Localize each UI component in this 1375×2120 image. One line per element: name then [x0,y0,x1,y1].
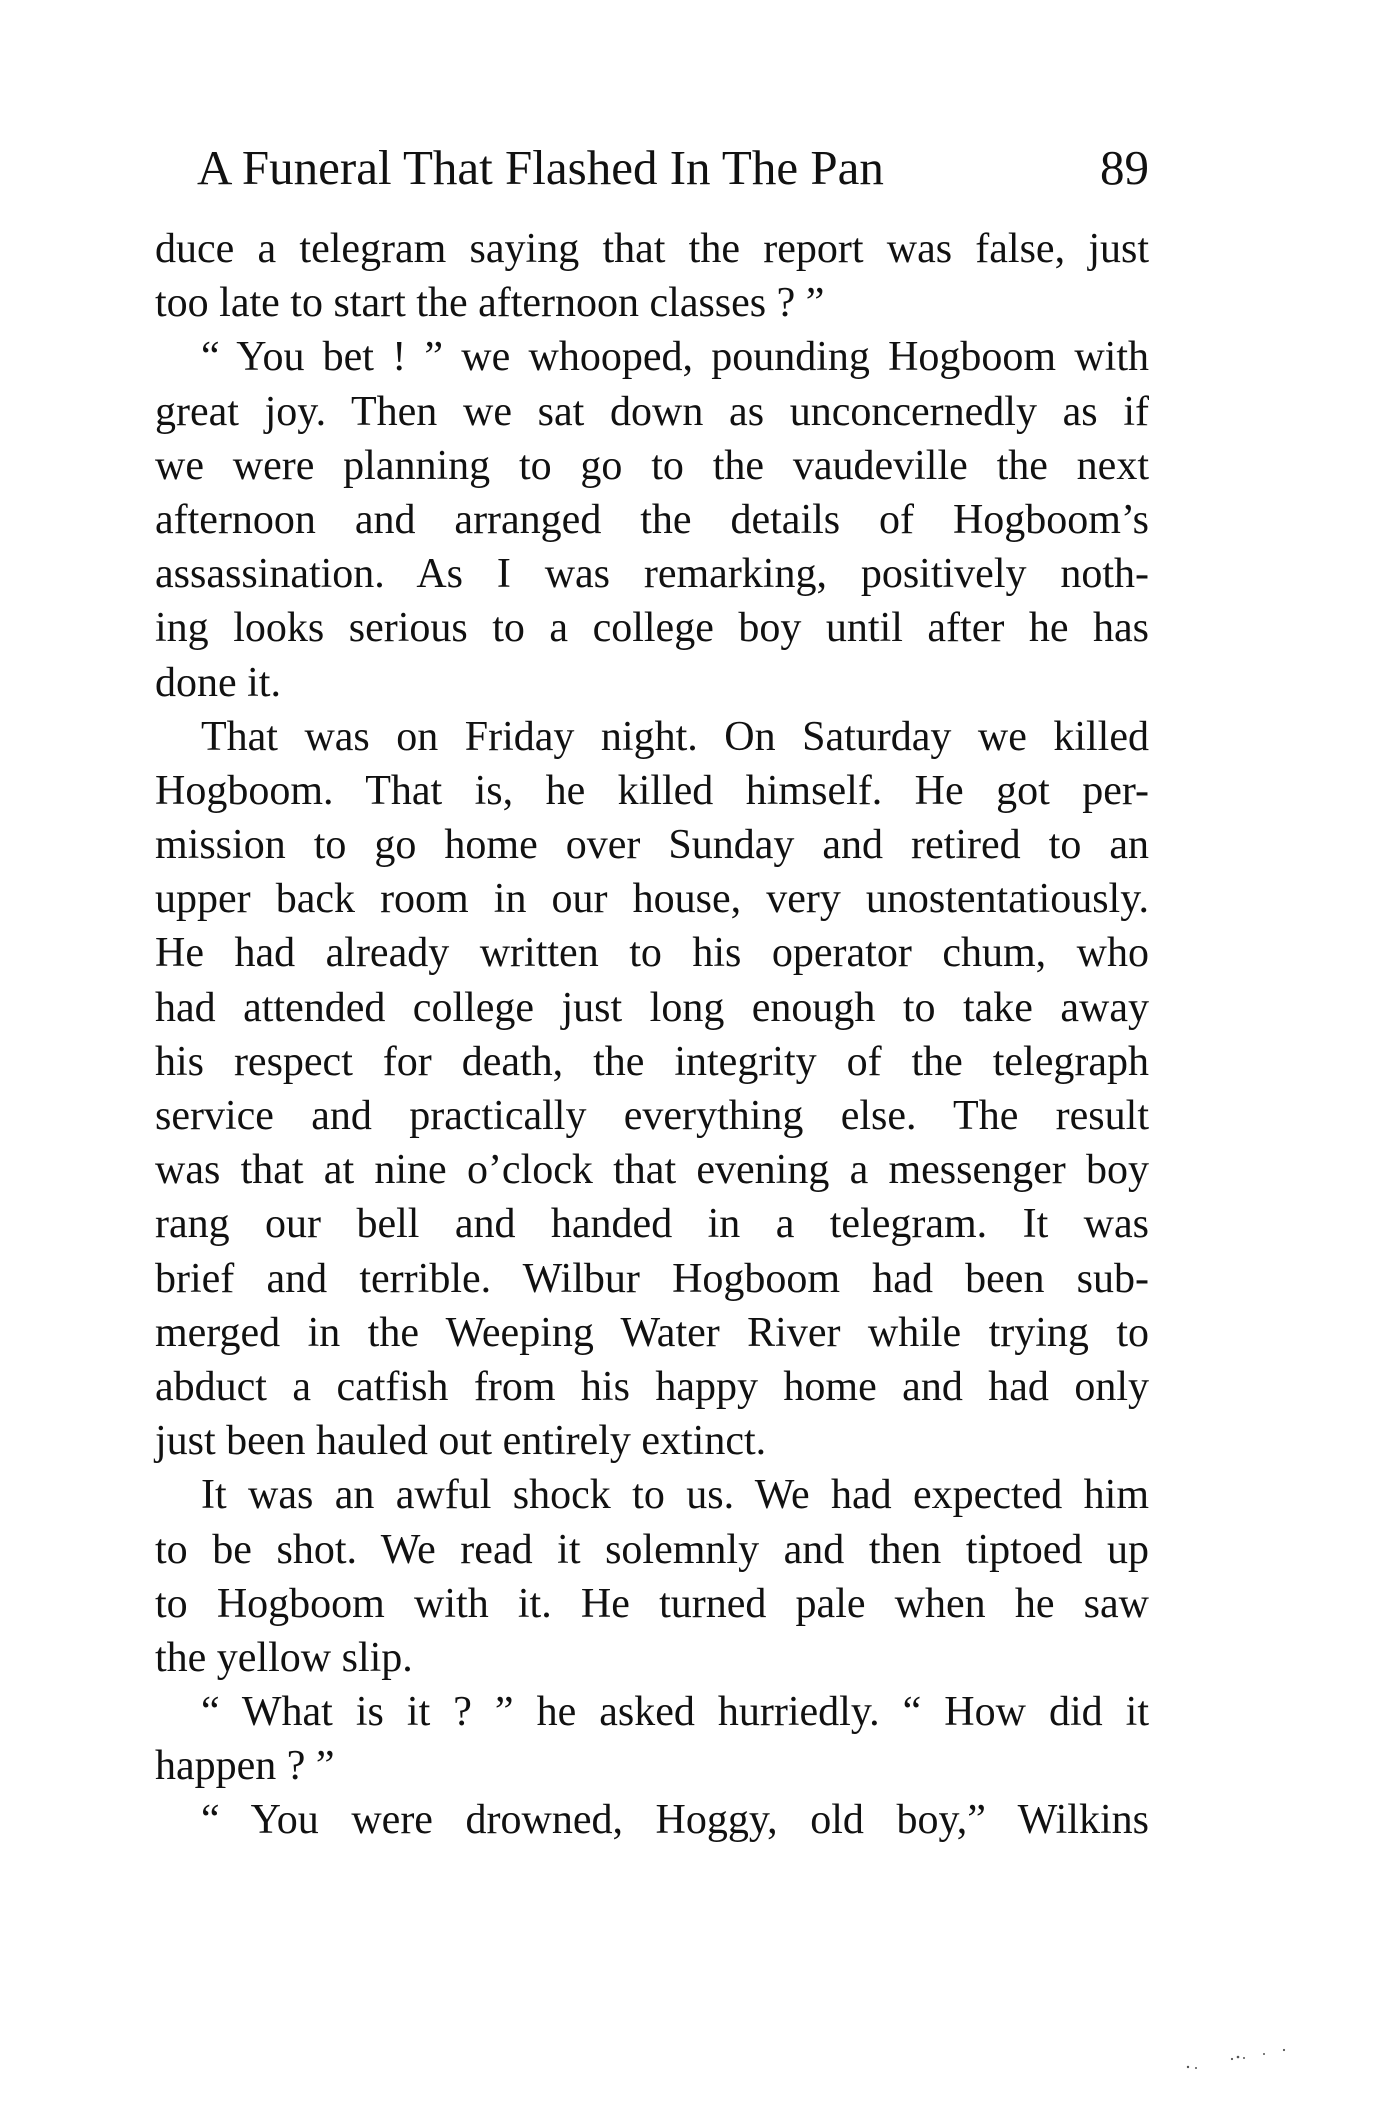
text-line: mission to go home over Sunday and retired to an [155,822,1149,869]
text-line: done it. [155,659,281,706]
text-line: great joy. Then we sat down as unconcernedly as if [155,388,1149,435]
paper-specks [1180,2045,1300,2075]
text-line: “ What is it ? ” he asked hurriedly. “ How did it [201,1689,1149,1736]
text-line: we were planning to go to the vaudeville the next [155,442,1149,489]
text-line: brief and terrible. Wilbur Hogboom had been sub- [155,1255,1149,1302]
text-line: too late to start the afternoon classes ? ” [155,280,825,327]
text-line: just been hauled out entirely extinct. [155,1418,767,1465]
body-text [155,222,1149,1848]
text-line: He had already written to his operator chum, who [155,930,1149,977]
text-line: had attended college just long enough to take away [155,984,1149,1031]
text-line: happen ? ” [155,1743,335,1790]
text-line: service and practically everything else. The result [155,1093,1149,1139]
text-line: abduct a catfish from his happy home and had only [155,1363,1149,1410]
text-line: afternoon and arranged the details of Hogboom’s [155,496,1149,543]
text-line: “ You bet ! ” we whooped, pounding Hogboom with [201,334,1149,381]
chapter-title: A Funeral That Flashed In The Pan [197,140,884,195]
text-line: Hogboom. That is, he killed himself. He got per- [155,767,1149,814]
text-line: to Hogboom with it. He turned pale when he saw [155,1580,1149,1627]
page-number: 89 [1100,140,1149,195]
text-line: ing looks serious to a college boy until after he has [155,605,1149,652]
running-header [197,138,1149,198]
text-line: “ You were drowned, Hoggy, old boy,” Wilkins [201,1797,1149,1844]
text-line: It was an awful shock to us. We had expected him [201,1472,1149,1519]
text-line: his respect for death, the integrity of the telegraph [155,1038,1149,1085]
text-line: the yellow slip. [155,1634,413,1681]
text-line: to be shot. We read it solemnly and then tiptoed up [155,1526,1149,1573]
text-line: duce a telegram saying that the report was false, just [155,226,1149,272]
text-line: That was on Friday night. On Saturday we killed [201,713,1149,760]
text-line: was that at nine o’clock that evening a messenger boy [155,1147,1149,1194]
text-line: assassination. As I was remarking, positively noth- [155,551,1149,598]
text-line: rang our bell and handed in a telegram. It was [155,1201,1149,1248]
text-line: upper back room in our house, very unostentatiously. [155,876,1149,923]
text-line: merged in the Weeping Water River while trying to [155,1309,1149,1356]
